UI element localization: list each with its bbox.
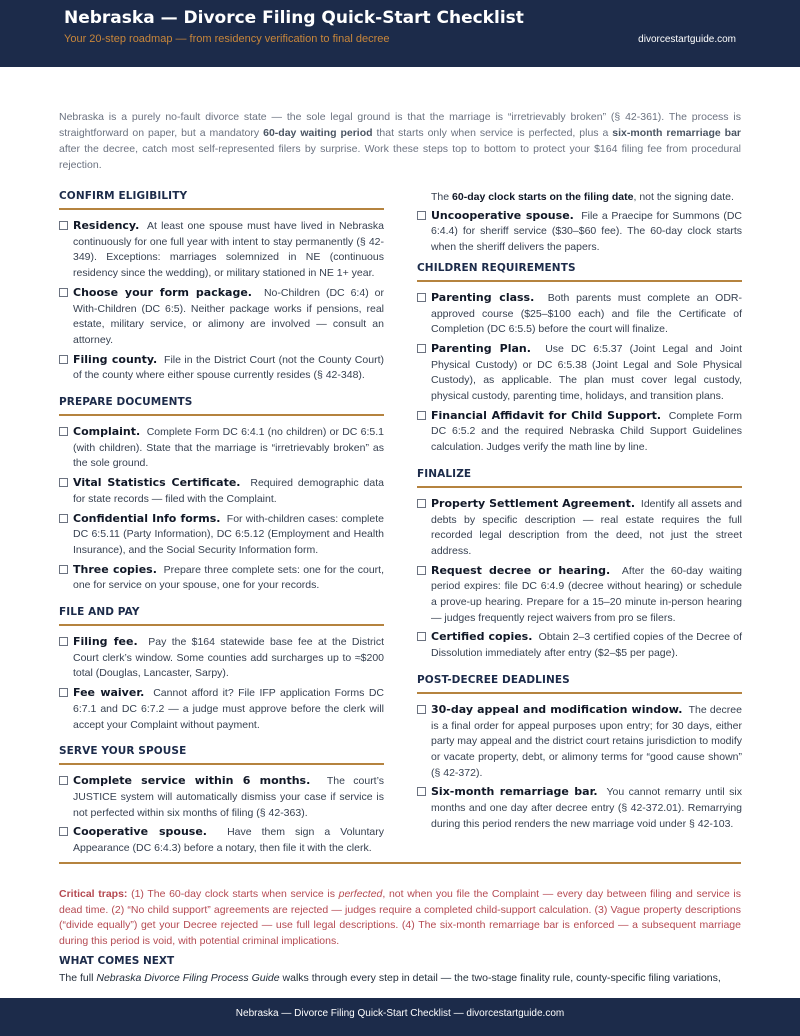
page-title: Nebraska — Divorce Filing Quick-Start Checklist xyxy=(64,8,524,28)
checkbox[interactable] xyxy=(59,688,68,697)
header-bar xyxy=(0,0,800,67)
checkbox[interactable] xyxy=(59,514,68,523)
list-item: Certified copies. Obtain 2–3 certified copies of the Decree of Dissolution immediately after entry ($2–$5 per page). xyxy=(417,629,742,661)
what-comes-next-title: WHAT COMES NEXT xyxy=(59,955,175,967)
list-item: Cooperative spouse. Have them sign a Voluntary Appearance (DC 6:4.3) before a notary, then file it with the clerk. xyxy=(59,824,384,856)
checkbox[interactable] xyxy=(59,478,68,487)
section-title: PREPARE DOCUMENTS xyxy=(59,396,384,416)
list-item: Six-month remarriage bar. You cannot remarry until six months and one day after decree entry (§ 42-372.01). Remarrying during this period renders the new marriage void under § 42-103. xyxy=(417,784,742,832)
right-column xyxy=(417,190,742,845)
footer-bar xyxy=(0,998,800,1036)
footer-text: Nebraska — Divorce Filing Quick-Start Checklist — divorcestartguide.com xyxy=(235,1008,565,1019)
list-item: Choose your form package. No-Children (DC 6:4) or With-Children (DC 6:5). Neither package works if pensions, real estate, military service, or alimony are involved — consult an attorney. xyxy=(59,285,384,349)
list-item: Financial Affidavit for Child Support. Complete Form DC 6:5.2 and the required Nebraska Child Support Guidelines calculation. Judges verify the math line by line. xyxy=(417,408,742,456)
site-name: divorcestartguide.com xyxy=(638,34,736,45)
list-item: Confidential Info forms. For with-children cases: complete DC 6:5.11 (Party Information), DC 6:5.12 (Employment and Health Insurance), and the Social Security Information form. xyxy=(59,511,384,559)
intro-paragraph: Nebraska is a purely no-fault divorce state — the sole legal ground is that the marriage is “irretrievably broken” (§ 42-361). The process is straightforward on paper, but a mandatory 60-day waiting period that starts only when service is perfected, plus a six-month remarriage bar after the decree, catch most self-represented filers by surprise. Work these steps top to bottom to protect your $164 filing fee from procedural rejection. xyxy=(59,111,741,171)
left-column xyxy=(59,190,384,869)
section-title: FILE AND PAY xyxy=(59,606,384,626)
section-title: FINALIZE xyxy=(417,468,742,488)
section-title: CONFIRM ELIGIBILITY xyxy=(59,190,384,210)
checkbox[interactable] xyxy=(59,565,68,574)
checkbox[interactable] xyxy=(417,566,426,575)
list-item: Request decree or hearing. After the 60-day waiting period expires: file DC 6:4.9 (decree without hearing) or schedule a prove-up hearing. Prepare for a 15–20 minute in-person hearing — judges frequently reject waivers from pro se filers. xyxy=(417,563,742,627)
section-title: SERVE YOUR SPOUSE xyxy=(59,745,384,765)
checkbox[interactable] xyxy=(59,355,68,364)
checkbox[interactable] xyxy=(59,221,68,230)
list-item: Vital Statistics Certificate. Required demographic data for state records — filed with the Complaint. xyxy=(59,475,384,507)
section-title: POST-DECREE DEADLINES xyxy=(417,674,742,694)
section-children-requirements xyxy=(417,262,742,456)
critical-traps-paragraph: Critical traps: (1) The 60-day clock starts when service is perfected, not when you file the Complaint — every day between filing and service is dead time. (2) “No child support” agreements are rejected — judges require a completed child-support calculation. (3) Vague property descriptions (“divide equally”) get your Decree rejected — use full legal descriptions. (4) The six-month remarriage bar is enforced — a subsequent marriage during this period is void, with potential criminal implications. xyxy=(59,888,742,948)
section-confirm-eligibility xyxy=(59,190,384,384)
list-item: Fee waiver. Cannot afford it? File IFP application Forms DC 6:7.1 and DC 6:7.2 — a judge must approve before the clerk will accept your Complaint without payment. xyxy=(59,685,384,733)
section-title: CHILDREN REQUIREMENTS xyxy=(417,262,742,282)
checkbox[interactable] xyxy=(59,288,68,297)
list-item: 30-day appeal and modification window. The decree is a final order for appeal purposes upon entry; for 30 days, either party may appeal and the district court retains jurisdiction to modify or vacate property, debt, or alimony terms for “good cause shown” (§ 42-372). xyxy=(417,702,742,782)
list-item: Uncooperative spouse. File a Praecipe for Summons (DC 6:4.4) for sheriff service ($30–$60 fee). The 60-day clock starts when the sheriff delivers the papers. xyxy=(417,208,742,256)
intro-bold-remarriage: six-month remarriage bar xyxy=(612,127,741,139)
checkbox[interactable] xyxy=(417,705,426,714)
what-comes-next-text: The full Nebraska Divorce Filing Process Guide walks through every step in detail — the two-stage finality rule, county-specific filing variations, xyxy=(59,972,721,984)
list-item: Parenting Plan. Use DC 6:5.37 (Joint Legal and Joint Physical Custody) or DC 6:5.38 (Joint Legal and Sole Physical Custody), as applicable. The plan must cover legal custody, physical custody, parenting time, holidays, and transition plans. xyxy=(417,341,742,405)
list-item: Three copies. Prepare three complete sets: one for the court, one for service on your spouse, one for your records. xyxy=(59,562,384,594)
checkbox[interactable] xyxy=(417,211,426,220)
checkbox[interactable] xyxy=(59,776,68,785)
checkbox[interactable] xyxy=(417,632,426,641)
checkbox[interactable] xyxy=(59,427,68,436)
list-item: Complete service within 6 months. The court’s JUSTICE system will automatically dismiss your case if service is not perfected within six months of filing (§ 42-363). xyxy=(59,773,384,821)
checkbox[interactable] xyxy=(59,637,68,646)
list-item: Complaint. Complete Form DC 6:4.1 (no children) or DC 6:5.1 (with children). State that the marriage is “irretrievably broken” as the sole ground. xyxy=(59,424,384,472)
section-prepare-documents xyxy=(59,396,384,594)
section-finalize xyxy=(417,468,742,662)
checkbox[interactable] xyxy=(417,499,426,508)
checkbox[interactable] xyxy=(417,787,426,796)
section-file-and-pay xyxy=(59,606,384,733)
list-item: Residency. At least one spouse must have lived in Nebraska continuously for one full year with intent to stay permanently (§ 42-349). Exceptions: marriages solemnized in NE (continuous residency since the wedding), or military stationed in NE 1+ year. xyxy=(59,218,384,282)
checkbox[interactable] xyxy=(417,411,426,420)
continued-text: The 60-day clock starts on the filing date, not the signing date. xyxy=(431,191,734,203)
section-divider xyxy=(59,862,741,864)
list-item: Filing fee. Pay the $164 statewide base fee at the District Court clerk’s window. Some counties add surcharges up to ≈$200 total (Douglas, Lancaster, Sarpy). xyxy=(59,634,384,682)
list-item: Parenting class. Both parents must complete an ODR-approved course ($25–$100 each) and file the Certificate of Completion (DC 6:5.5) before the court will finalize. xyxy=(417,290,742,338)
section-serve-spouse xyxy=(59,745,384,857)
traps-label: Critical traps: xyxy=(59,888,128,900)
section-post-decree xyxy=(417,674,742,833)
checkbox[interactable] xyxy=(417,344,426,353)
checkbox[interactable] xyxy=(417,293,426,302)
intro-bold-waiting: 60-day waiting period xyxy=(263,127,373,139)
list-item: Filing county. File in the District Court (not the County Court) of the county where either spouse currently resides (§ 42-348). xyxy=(59,352,384,384)
list-item: Property Settlement Agreement. Identify all assets and debts by specific description — real estate requires the full recorded legal description from the deed, not just the street address. xyxy=(417,496,742,560)
page-subtitle: Your 20-step roadmap — from residency verification to final decree xyxy=(64,33,390,45)
checkbox[interactable] xyxy=(59,827,68,836)
